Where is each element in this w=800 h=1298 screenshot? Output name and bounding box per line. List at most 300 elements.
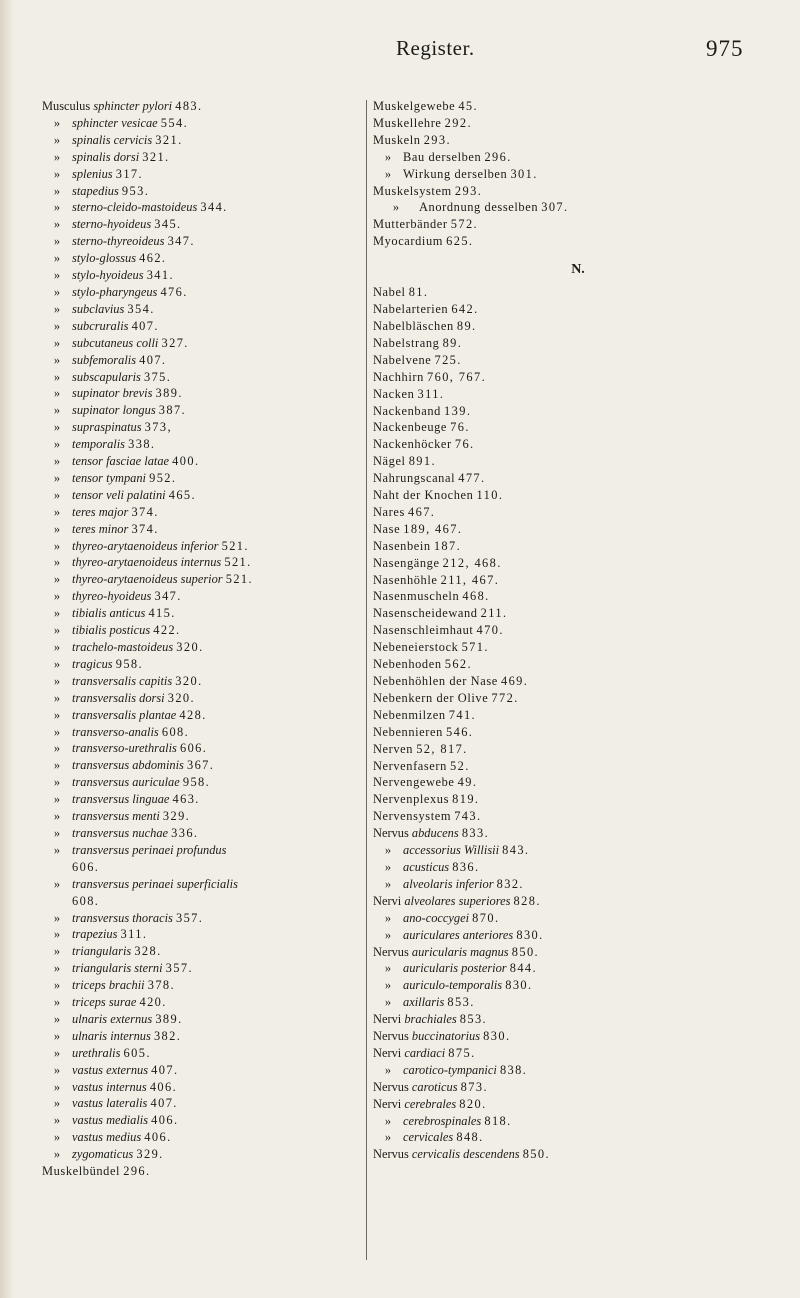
ditto-mark: » bbox=[53, 318, 61, 333]
entry-subterm: spinalis cervicis bbox=[72, 132, 153, 147]
index-entry bbox=[42, 656, 360, 673]
index-entry bbox=[42, 199, 360, 216]
index-entry bbox=[42, 250, 360, 267]
entry-term: Nabelarterien bbox=[373, 302, 449, 317]
index-entry bbox=[373, 639, 783, 656]
page-ref: 357. bbox=[175, 910, 204, 925]
index-entry bbox=[42, 183, 360, 200]
ditto-mark: » bbox=[53, 555, 61, 570]
entry-subterm: spinalis dorsi bbox=[72, 149, 140, 164]
index-entry bbox=[373, 216, 783, 233]
entry-subterm: alveolaris inferior bbox=[403, 876, 494, 891]
ditto-mark: » bbox=[53, 166, 61, 181]
entry-subterm: temporalis bbox=[72, 437, 126, 452]
ditto-mark: » bbox=[53, 420, 61, 435]
entry-term: Nebennieren bbox=[373, 724, 443, 739]
page-ref: 870. bbox=[472, 910, 500, 925]
ditto-mark: » bbox=[53, 623, 61, 638]
entry-term: Nervengewebe bbox=[373, 775, 455, 790]
index-entry bbox=[42, 757, 360, 774]
page-ref: 818. bbox=[484, 1113, 512, 1128]
page-ref: 608. bbox=[161, 724, 190, 739]
index-entry bbox=[42, 1011, 360, 1028]
ditto-mark: » bbox=[53, 640, 61, 654]
entry-subterm: subclavius bbox=[72, 301, 125, 316]
page-ref: 952. bbox=[149, 470, 177, 485]
page-ref: 296. bbox=[484, 149, 512, 164]
entry-subterm: tibialis anticus bbox=[72, 606, 146, 621]
entry-subterm: transversus thoracis bbox=[72, 910, 173, 925]
index-entry bbox=[373, 994, 783, 1011]
entry-term: Muskelbündel bbox=[42, 1164, 121, 1179]
index-entry bbox=[373, 724, 783, 741]
ditto-mark: » bbox=[53, 927, 61, 942]
entry-subterm: supraspinatus bbox=[72, 420, 142, 435]
ditto-mark: » bbox=[53, 995, 61, 1010]
page-ref: 89. bbox=[456, 318, 477, 333]
page-ref: 743. bbox=[454, 809, 482, 824]
entry-subterm: cervicales bbox=[403, 1130, 454, 1145]
index-entry bbox=[373, 98, 783, 115]
ditto-mark: » bbox=[53, 944, 61, 959]
index-entry bbox=[42, 774, 360, 791]
entry-subterm: sterno-thyreoideus bbox=[72, 234, 165, 249]
page-ref: 378. bbox=[147, 978, 176, 993]
page-ref: 838. bbox=[499, 1062, 528, 1077]
index-entry bbox=[42, 538, 360, 555]
index-entry bbox=[42, 369, 360, 386]
index-entry bbox=[42, 1045, 360, 1062]
ditto-mark: » bbox=[53, 352, 61, 367]
index-entry bbox=[373, 977, 783, 994]
index-entry bbox=[373, 572, 783, 589]
index-entry bbox=[42, 571, 360, 588]
page-ref: 853. bbox=[459, 1012, 488, 1027]
ditto-mark: » bbox=[53, 268, 61, 283]
entry-term: Nervus bbox=[373, 1079, 409, 1094]
index-entry bbox=[373, 707, 783, 724]
page-ref: 848. bbox=[456, 1130, 484, 1145]
index-entry bbox=[42, 470, 360, 487]
page-ref: 382. bbox=[153, 1028, 182, 1043]
ditto-mark: » bbox=[384, 859, 392, 874]
page-ref: 189, 467. bbox=[403, 521, 463, 536]
page-ref: 301. bbox=[510, 166, 538, 181]
page-ref: 293. bbox=[454, 183, 483, 198]
index-entry bbox=[42, 1112, 360, 1129]
index-entry bbox=[373, 808, 783, 825]
entry-term: Myocardium bbox=[373, 234, 444, 249]
index-entry bbox=[373, 1096, 783, 1113]
ditto-mark: » bbox=[53, 403, 61, 418]
index-entry bbox=[373, 1146, 783, 1163]
entry-term: Nabelstrang bbox=[373, 335, 440, 350]
index-entry bbox=[42, 690, 360, 707]
index-entry bbox=[42, 639, 360, 656]
ditto-mark: » bbox=[53, 1011, 61, 1026]
page-ref: 373, bbox=[144, 420, 172, 435]
index-entry bbox=[42, 284, 360, 301]
ditto-mark: » bbox=[53, 115, 61, 130]
index-entry bbox=[42, 842, 360, 859]
ditto-mark: » bbox=[384, 166, 392, 181]
page-ref: 211, 467. bbox=[440, 572, 500, 587]
page-ref: 389. bbox=[155, 386, 183, 401]
page-ref: 407. bbox=[150, 1096, 178, 1111]
index-entry bbox=[373, 927, 783, 944]
ditto-mark: » bbox=[53, 1113, 61, 1128]
index-entry bbox=[42, 605, 360, 622]
ditto-mark: » bbox=[53, 961, 61, 976]
ditto-mark: » bbox=[384, 1113, 392, 1128]
entry-term: Nackenband bbox=[373, 403, 441, 418]
page-ref: 844. bbox=[509, 961, 538, 976]
page-ref: 375. bbox=[143, 369, 172, 384]
page-ref: 345. bbox=[154, 217, 182, 232]
index-entry bbox=[373, 538, 783, 555]
entry-term: Nasenscheidewand bbox=[373, 606, 478, 621]
entry-subterm: Anordnung desselben bbox=[419, 200, 539, 215]
page-ref: 407. bbox=[139, 352, 167, 367]
entry-subterm: teres minor bbox=[72, 521, 129, 536]
page-ref: 387. bbox=[158, 403, 187, 418]
page-ref: 891. bbox=[408, 454, 436, 469]
page-ref: 850. bbox=[511, 944, 540, 959]
index-entry bbox=[42, 318, 360, 335]
entry-term: Nabelbläschen bbox=[373, 318, 454, 333]
entry-subterm: Wirkung derselben bbox=[403, 166, 508, 181]
index-entry bbox=[42, 233, 360, 250]
ditto-mark: » bbox=[53, 876, 61, 891]
entry-subterm: transversus auriculae bbox=[72, 775, 180, 790]
ditto-mark: » bbox=[384, 843, 392, 858]
index-entry bbox=[373, 859, 783, 876]
index-entry bbox=[42, 791, 360, 808]
page-ref: 830. bbox=[483, 1029, 511, 1044]
entry-subterm: subfemoralis bbox=[72, 352, 137, 367]
page-number: 975 bbox=[706, 36, 744, 61]
entry-subterm: thyreo-arytaenoideus inferior bbox=[72, 538, 219, 553]
index-entry bbox=[373, 470, 783, 487]
entry-subterm: vastus lateralis bbox=[72, 1096, 148, 1111]
entry-subterm: auricularis magnus bbox=[411, 944, 509, 959]
entry-subterm: abducens bbox=[411, 826, 459, 841]
ditto-mark: » bbox=[53, 775, 61, 790]
entry-term: Muskelgewebe bbox=[373, 99, 456, 113]
entry-subterm: accessorius Willisii bbox=[403, 843, 500, 858]
entry-subterm: thyreo-arytaenoideus superior bbox=[72, 572, 223, 587]
entry-subterm: thyreo-arytaenoideus internus bbox=[72, 555, 222, 570]
index-entry bbox=[42, 893, 360, 910]
index-entry bbox=[42, 335, 360, 352]
ditto-mark: » bbox=[53, 487, 61, 502]
page-ref: 374. bbox=[131, 521, 159, 536]
page-ref: 311. bbox=[120, 927, 148, 942]
entry-term: Nasenbein bbox=[373, 538, 431, 553]
entry-subterm: auricularis posterior bbox=[403, 961, 507, 976]
index-entry bbox=[373, 1062, 783, 1079]
page-ref: 347. bbox=[167, 234, 195, 249]
page-ref: 406. bbox=[149, 1079, 178, 1094]
page-ref: 49. bbox=[457, 775, 478, 790]
page-ref: 45. bbox=[458, 99, 479, 113]
index-entry bbox=[42, 487, 360, 504]
ditto-mark: » bbox=[53, 1062, 61, 1077]
index-entry bbox=[373, 825, 783, 842]
page-ref: 468. bbox=[462, 589, 490, 604]
entry-subterm: ulnaris internus bbox=[72, 1028, 151, 1043]
page-ref: 357. bbox=[165, 961, 193, 976]
index-entry bbox=[42, 808, 360, 825]
ditto-mark: » bbox=[53, 200, 61, 215]
ditto-mark: » bbox=[53, 234, 61, 249]
ditto-mark: » bbox=[53, 132, 61, 147]
index-entry bbox=[373, 132, 783, 149]
entry-subterm: transversus abdominis bbox=[72, 758, 184, 773]
entry-term: Nervi bbox=[373, 1045, 402, 1060]
entry-subterm: transversalis dorsi bbox=[72, 690, 165, 705]
entry-term: Nabel bbox=[373, 285, 406, 300]
page-ref: 483. bbox=[175, 99, 203, 113]
index-entry bbox=[42, 216, 360, 233]
index-entry bbox=[42, 166, 360, 183]
page-ref: 521. bbox=[221, 538, 249, 553]
entry-term: Nasenschleimhaut bbox=[373, 623, 474, 638]
entry-subterm: transversalis capitis bbox=[72, 673, 173, 688]
entry-subterm: tensor veli palatini bbox=[72, 487, 166, 502]
entry-subterm: zygomaticus bbox=[72, 1147, 134, 1162]
page-ref: 307. bbox=[541, 200, 569, 215]
ditto-mark: » bbox=[53, 825, 61, 840]
entry-term: Nachhirn bbox=[373, 369, 424, 384]
page-ref: 292. bbox=[444, 115, 472, 130]
index-entry bbox=[373, 605, 783, 622]
index-entry bbox=[42, 504, 360, 521]
index-entry bbox=[373, 673, 783, 690]
page-ref: 406. bbox=[144, 1130, 172, 1145]
entry-subterm: alveolares superiores bbox=[404, 893, 511, 908]
index-entry bbox=[373, 876, 783, 893]
page-ref: 320. bbox=[175, 673, 203, 688]
page-ref: 420. bbox=[139, 995, 167, 1010]
index-entry bbox=[42, 267, 360, 284]
entry-subterm: transversus linguae bbox=[72, 792, 170, 807]
ditto-mark: » bbox=[53, 1147, 61, 1162]
entry-subterm: tensor fasciae latae bbox=[72, 454, 170, 469]
entry-subterm: stapedius bbox=[72, 183, 119, 198]
index-entry bbox=[42, 707, 360, 724]
entry-subterm: Bau derselben bbox=[403, 149, 482, 164]
index-entry bbox=[42, 402, 360, 419]
index-entry bbox=[373, 774, 783, 791]
index-entry bbox=[42, 943, 360, 960]
page-ref: 428. bbox=[179, 707, 207, 722]
ditto-mark: » bbox=[53, 978, 61, 993]
entry-subterm: acusticus bbox=[403, 859, 450, 874]
page-ref: 76. bbox=[454, 437, 475, 452]
index-entry bbox=[42, 859, 360, 876]
index-entry bbox=[373, 1113, 783, 1130]
page-ref: 139. bbox=[444, 403, 472, 418]
entry-subterm: thyreo-hyoideus bbox=[72, 589, 152, 604]
page-ref: 81. bbox=[408, 285, 429, 300]
page-ref: 606. bbox=[72, 859, 100, 874]
entry-term: Nervenfasern bbox=[373, 758, 447, 773]
entry-term: Nase bbox=[373, 521, 401, 536]
page-ref: 571. bbox=[461, 640, 489, 655]
entry-term: Mutterbänder bbox=[373, 217, 448, 232]
page-ref: 52. bbox=[450, 758, 470, 773]
page-ref: 406. bbox=[151, 1113, 179, 1128]
index-entry bbox=[373, 1129, 783, 1146]
index-entry bbox=[373, 386, 783, 403]
index-entry bbox=[42, 977, 360, 994]
page-ref: 819. bbox=[452, 792, 480, 807]
index-entry bbox=[42, 926, 360, 943]
entry-subterm: subcutaneus colli bbox=[72, 335, 159, 350]
index-entry bbox=[373, 284, 783, 301]
page-ref: 625. bbox=[446, 234, 474, 249]
entry-subterm: stylo-pharyngeus bbox=[72, 284, 158, 299]
index-entry bbox=[373, 115, 783, 132]
index-entry bbox=[42, 554, 360, 571]
entry-subterm: vastus medialis bbox=[72, 1113, 149, 1128]
ditto-mark: » bbox=[53, 673, 61, 688]
ditto-mark: » bbox=[53, 1096, 61, 1111]
ditto-mark: » bbox=[53, 504, 61, 519]
entry-term: Naht der Knochen bbox=[373, 488, 474, 503]
entry-term: Nervi bbox=[373, 1012, 402, 1027]
ditto-mark: » bbox=[53, 183, 61, 198]
entry-subterm: vastus medius bbox=[72, 1130, 142, 1145]
index-entry bbox=[373, 656, 783, 673]
page-ref: 772. bbox=[491, 690, 519, 705]
ditto-mark: » bbox=[53, 572, 61, 587]
entry-subterm: cardiaci bbox=[404, 1045, 446, 1060]
index-entry bbox=[42, 994, 360, 1011]
index-entry bbox=[42, 740, 360, 757]
index-entry bbox=[373, 588, 783, 605]
page-ref: 336. bbox=[171, 825, 199, 840]
page-ref: 110. bbox=[476, 488, 504, 503]
index-entry bbox=[42, 1062, 360, 1079]
page-ref: 476. bbox=[160, 284, 188, 299]
page-ref: 211. bbox=[480, 606, 508, 621]
entry-subterm: supinator longus bbox=[72, 403, 156, 418]
page-ref: 463. bbox=[172, 792, 200, 807]
entry-subterm: auriculares anteriores bbox=[403, 927, 514, 942]
ditto-mark: » bbox=[53, 454, 61, 469]
index-entry bbox=[42, 453, 360, 470]
page-ref: 344. bbox=[200, 200, 228, 215]
page-ref: 608. bbox=[72, 893, 100, 908]
index-entry bbox=[373, 622, 783, 639]
entry-subterm: splenius bbox=[72, 166, 113, 181]
page-title: Register. bbox=[396, 36, 475, 60]
ditto-mark: » bbox=[53, 842, 61, 857]
page-ref: 832. bbox=[496, 876, 524, 891]
page-ref: 321. bbox=[142, 149, 170, 164]
page-ref: 400. bbox=[172, 454, 200, 469]
index-column-right bbox=[373, 98, 783, 1163]
entry-subterm: trachelo-mastoideus bbox=[72, 640, 174, 654]
entry-subterm: transversalis plantae bbox=[72, 707, 177, 722]
entry-subterm: cerebrales bbox=[404, 1096, 457, 1111]
page-ref: 469. bbox=[500, 674, 529, 688]
entry-term: Muskeln bbox=[373, 132, 421, 147]
page-ref: 958. bbox=[182, 775, 211, 790]
ditto-mark: » bbox=[53, 606, 61, 621]
page-ref: 407. bbox=[151, 1062, 179, 1077]
entry-term: Nackenbeuge bbox=[373, 420, 448, 435]
entry-subterm: vastus externus bbox=[72, 1062, 149, 1077]
page-ref: 875. bbox=[448, 1045, 476, 1060]
index-entry bbox=[42, 825, 360, 842]
page-ref: 853. bbox=[447, 995, 475, 1010]
index-entry bbox=[42, 115, 360, 132]
page-ref: 293. bbox=[423, 132, 451, 147]
entry-subterm: sphincter pylori bbox=[93, 99, 173, 113]
page-ref: 296. bbox=[123, 1164, 151, 1179]
index-entry bbox=[373, 149, 783, 166]
entry-subterm: triangularis bbox=[72, 944, 132, 959]
entry-term: Nervi bbox=[373, 893, 402, 908]
page-ref: 212, 468. bbox=[442, 555, 502, 570]
index-entry bbox=[373, 758, 783, 775]
page-ref: 422. bbox=[153, 623, 181, 638]
page-header bbox=[0, 36, 800, 76]
page-ref: 554. bbox=[160, 115, 189, 130]
entry-term: Nervus bbox=[373, 1147, 409, 1162]
ditto-mark: » bbox=[53, 284, 61, 299]
entry-term: Musculus bbox=[42, 99, 91, 113]
ditto-mark: » bbox=[384, 149, 392, 164]
index-entry bbox=[373, 521, 783, 538]
entry-subterm: tensor tympani bbox=[72, 470, 146, 485]
index-column-left bbox=[42, 98, 360, 1180]
index-entry bbox=[42, 419, 360, 436]
page-ref: 470. bbox=[476, 623, 504, 638]
ditto-mark: » bbox=[53, 217, 61, 232]
page-ref: 462. bbox=[139, 251, 167, 266]
page-ref: 321. bbox=[155, 132, 183, 147]
index-entry bbox=[42, 1095, 360, 1112]
section-letter: N. bbox=[571, 262, 585, 278]
ditto-mark: » bbox=[53, 386, 61, 401]
page-ref: 873. bbox=[460, 1079, 488, 1094]
entry-subterm: sphincter vesicae bbox=[72, 115, 158, 130]
page-ref: 828. bbox=[513, 893, 541, 908]
index-entry bbox=[42, 1129, 360, 1146]
ditto-mark: » bbox=[53, 149, 61, 164]
entry-term: Nahrungscanal bbox=[373, 471, 456, 486]
entry-subterm: buccinatorius bbox=[411, 1029, 481, 1044]
page-ref: 407. bbox=[131, 318, 159, 333]
ditto-mark: » bbox=[53, 809, 61, 824]
entry-subterm: transverso-analis bbox=[72, 724, 159, 739]
entry-subterm: vastus internus bbox=[72, 1079, 147, 1094]
entry-term: Nacken bbox=[373, 386, 415, 401]
page-ref: 341. bbox=[146, 268, 174, 283]
index-entry bbox=[373, 893, 783, 910]
index-entry bbox=[373, 1045, 783, 1062]
entry-term: Nervensystem bbox=[373, 809, 452, 824]
index-entry bbox=[373, 1011, 783, 1028]
entry-subterm: sterno-cleido-mastoideus bbox=[72, 200, 198, 215]
entry-term: Nebenhoden bbox=[373, 657, 442, 672]
page-ref: 521. bbox=[224, 555, 252, 570]
page-ref: 830. bbox=[516, 927, 544, 942]
